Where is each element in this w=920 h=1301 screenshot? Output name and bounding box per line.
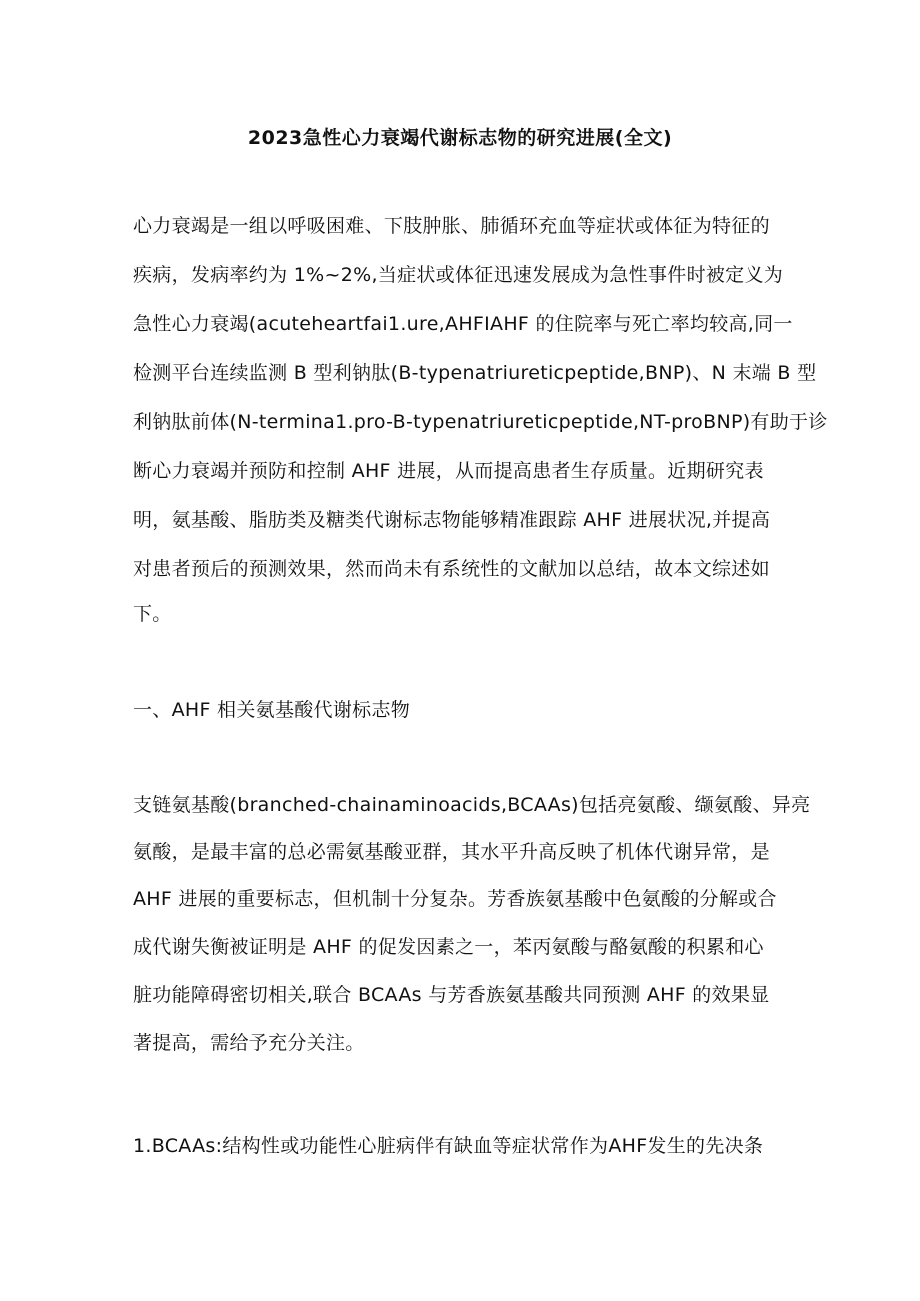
paragraph-line: 明，氨基酸、脂肪类及糖类代谢标志物能够精准跟踪 AHF 进展状况,并提高 (133, 509, 771, 531)
paragraph-line: 心力衰竭是一组以呼吸困难、下肢肿胀、肺循环充血等症状或体征为特征的 (133, 215, 770, 237)
paragraph-line: 氨酸，是最丰富的总必需氨基酸亚群，其水平升高反映了机体代谢异常，是 (133, 841, 770, 863)
document-title: 2023急性心力衰竭代谢标志物的研究进展(全文) (247, 127, 673, 149)
paragraph-line: 对患者预后的预测效果，然而尚未有系统性的文献加以总结，故本文综述如 (133, 558, 770, 580)
paragraph-line: 支链氨基酸(branched-chainaminoacids,BCAAs)包括亮氨酸、缬氨酸、异亮 (133, 794, 811, 816)
paragraph-line: 下。 (133, 603, 172, 625)
subsection-paragraph-line: 1.BCAAs:结构性或功能性心脏病伴有缺血等症状常作为AHF发生的先决条 (133, 1135, 764, 1157)
paragraph-line: 疾病，发病率约为 1%~2%,当症状或体征迅速发展成为急性事件时被定义为 (133, 264, 784, 286)
section-heading: 一、AHF 相关氨基酸代谢标志物 (133, 699, 411, 721)
paragraph-line: 利钠肽前体(N-termina1.pro-B-typenatriureticpeptide,NT-proBNP)有助于诊 (133, 411, 828, 433)
paragraph-line: 断心力衰竭并预防和控制 AHF 进展，从而提高患者生存质量。近期研究表 (133, 460, 764, 482)
paragraph-line: 急性心力衰竭(acuteheartfai1.ure,AHFIAHF 的住院率与死亡率均较高,同一 (133, 313, 793, 335)
paragraph-line: 脏功能障碍密切相关,联合 BCAAs 与芳香族氨基酸共同预测 AHF 的效果显 (133, 984, 770, 1006)
paragraph-line: 著提高，需给予充分关注。 (133, 1032, 365, 1054)
paragraph-line: 检测平台连续监测 B 型利钠肽(B-typenatriureticpeptide,BNP)、N 末端 B 型 (133, 362, 817, 384)
paragraph-line: 成代谢失衡被证明是 AHF 的促发因素之一，苯丙氨酸与酪氨酸的积累和心 (133, 936, 764, 958)
paragraph-line: AHF 进展的重要标志，但机制十分复杂。芳香族氨基酸中色氨酸的分解或合 (133, 888, 777, 910)
